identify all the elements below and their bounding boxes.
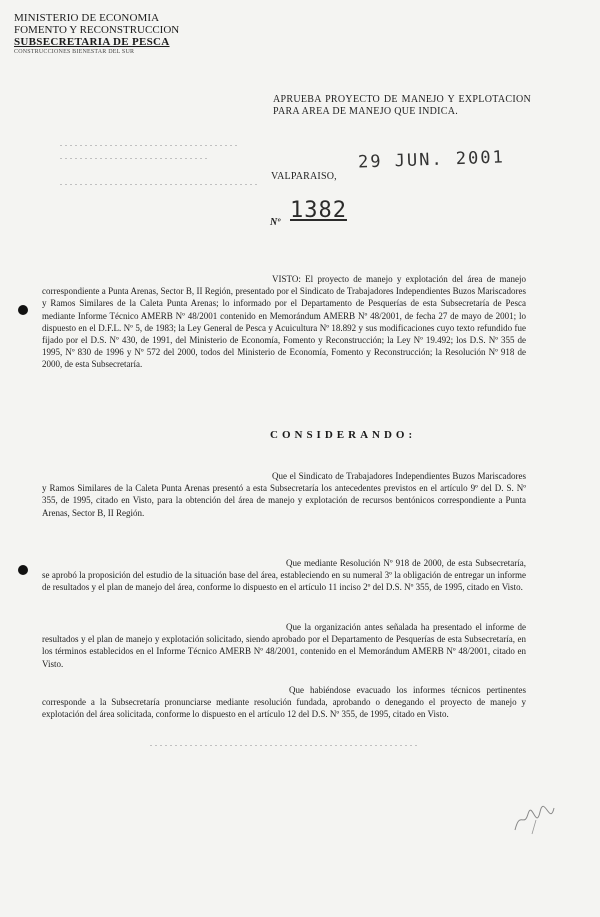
bleed-through-mark [60, 145, 240, 146]
number-label: Nº [270, 217, 281, 228]
paragraph-text: Que mediante Resolución Nº 918 de 2000, de esta Subsecretaría, se aprobó la proposición del estudio de la situación base del área, estableciendo en su numeral 3º la obligación de entregar un informe de resultados y el plan de manejo del área, conforme lo dispuesto en el artículo 11 inciso 2º del D.S. Nº 355, de 1995, citado en Visto. [42, 558, 526, 593]
paragraph-text: Que el Sindicato de Trabajadores Independientes Buzos Mariscadores y Ramos Similares de la Caleta Punta Arenas presentó a esta Subsecretaría los antecedentes previstos en el artículo 9º del D. S. Nº 355, de 1995, citado en Visto, para la obtención del área de manejo y explotación de recursos bentónicos correspondiente a Punta Arenas, Sector B, II Región. [42, 471, 526, 518]
bleed-through-mark [150, 745, 420, 746]
document-subject: APRUEBA PROYECTO DE MANEJO Y EXPLOTACION PARA AREA DE MANEJO QUE INDICA. [273, 94, 531, 117]
bleed-through-mark [60, 184, 260, 185]
considerando-paragraph [42, 470, 526, 519]
date-stamp: 29 JUN. 2001 [357, 147, 506, 173]
resolution-number: 1382 [290, 198, 347, 223]
bleed-through-mark [60, 158, 210, 159]
ministry-name: MINISTERIO DE ECONOMIA [14, 12, 160, 24]
place-label: VALPARAISO, [271, 171, 337, 182]
signature-scribble [510, 800, 560, 840]
paragraph-text: Que habiéndose evacuado los informes técnicos pertinentes corresponde a la Subsecretaría pronunciarse mediante resolución fundada, aprobando o denegando el proyecto de manejo y explotación del área solicitada, conforme lo dispuesto en el artículo 12 del D.S. Nº 355, de 1995, citado en Visto. [42, 685, 526, 720]
visto-paragraph [42, 273, 526, 371]
paragraph-text: Que la organización antes señalada ha presentado el informe de resultados y el plan de manejo y explotación solicitado, siendo aprobado por el Departamento de Pesquerías de esta Subsecretaría, en los términos establecidos en el Informe Técnico AMERB Nº 48/2001, contenido en el Memorándum AMERB Nº 48/2001, citado en Visto. [42, 622, 526, 669]
visto-text: El proyecto de manejo y explotación del área de manejo correspondiente a Punta Arenas, Sector B, II Región, presentado por el Sindicato de Trabajadores Independientes Buzos Mariscadores y Ramos Similares de la Caleta Punta Arenas; lo informado por el Departamento de Pesquerías de esta Subsecretaría de Pesca mediante Informe Técnico AMERB Nº 48/2001 contenido en Memorándum AMERB Nº 48/2001, de fecha 27 de mayo de 2001; lo dispuesto en el D.F.L. Nº 5, de 1983; la Ley General de Pesca y Acuicultura Nº 18.892 y sus modificaciones cuyo texto refundido fue fijado por el D.S. Nº 430, de 1991, del Ministerio de Economía, Fomento y Reconstrucción; la Ley Nº 19.492; los D.S. Nº 355 de 1995, Nº 830 de 1996 y Nº 572 del 2000, todos del Ministerio de Economía, Fomento y Reconstrucción; la Resolución Nº 918 de 2000, de esta Subsecretaría. [42, 274, 526, 370]
considerando-paragraph [42, 621, 526, 670]
considerando-paragraph [42, 684, 526, 721]
punch-hole [18, 305, 28, 315]
subsecretaria-name: SUBSECRETARIA DE PESCA [14, 36, 170, 48]
letterhead [14, 12, 189, 57]
punch-hole [18, 565, 28, 575]
letterhead-small-print: CONSTRUCCIONES BIENESTAR DEL SUR [14, 49, 135, 55]
considerando-heading: CONSIDERANDO: [270, 429, 417, 441]
ministry-subtitle: FOMENTO Y RECONSTRUCCION [14, 24, 180, 36]
visto-lead: VISTO: [272, 274, 301, 284]
considerando-paragraph [42, 557, 526, 594]
